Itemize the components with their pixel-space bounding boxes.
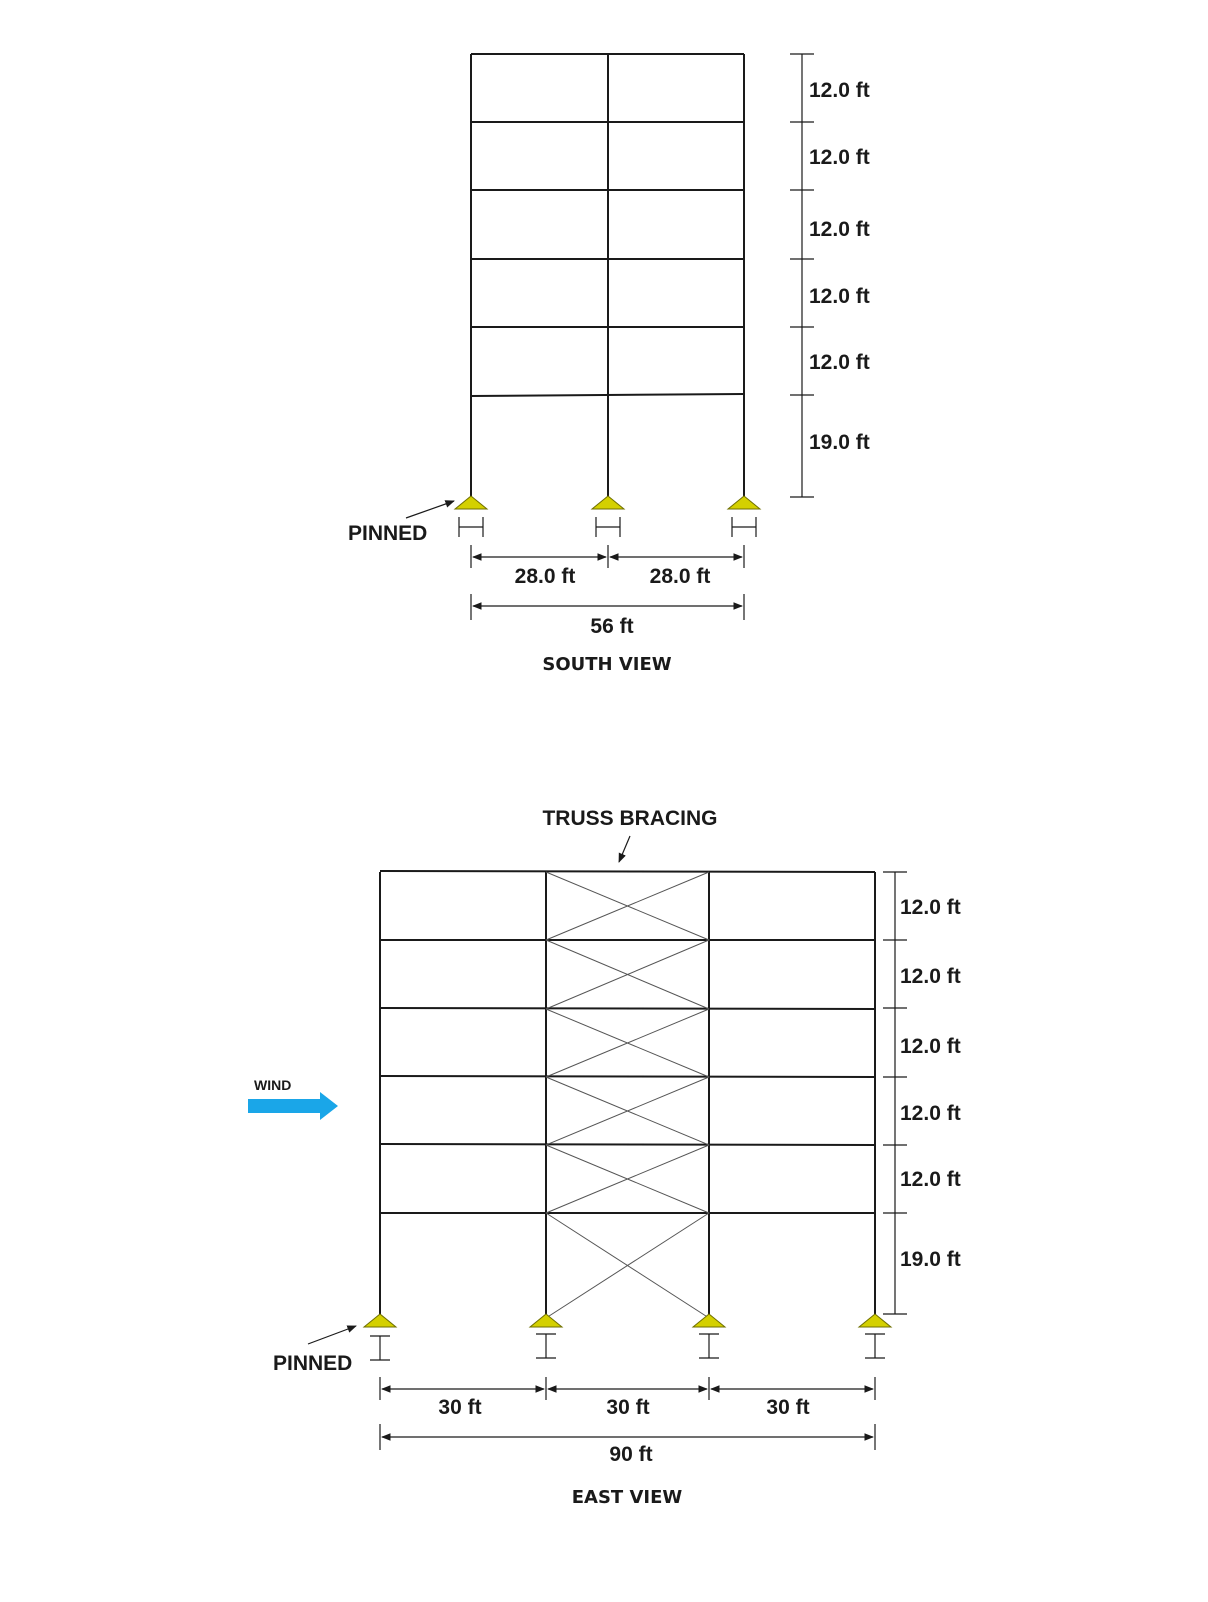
story-height-label: 19.0 ft [900, 1248, 961, 1271]
story-height-label: 12.0 ft [900, 896, 961, 919]
wind-arrow-icon [248, 1092, 338, 1120]
south-view [348, 54, 870, 675]
wide-flange-section-icon [459, 517, 483, 537]
south-supports [455, 496, 760, 509]
east-view-caption: EAST VIEW [571, 1487, 683, 1508]
east-pinned-label: PINNED [273, 1352, 353, 1375]
truss-bracing-pointer [619, 836, 630, 862]
east-story-dimensions [883, 872, 961, 1314]
story-height-label: 12.0 ft [900, 1035, 961, 1058]
east-floor-beam [380, 1144, 875, 1145]
east-supports [364, 1314, 891, 1327]
south-floor-beam [471, 394, 744, 396]
pinned-support-icon [693, 1314, 725, 1327]
pinned-support-icon [859, 1314, 891, 1327]
i-section-icon [865, 1334, 885, 1358]
pinned-support-icon [592, 496, 624, 509]
story-height-label: 12.0 ft [809, 218, 870, 241]
bay-width-label: 30 ft [766, 1396, 810, 1419]
east-frame [380, 871, 875, 1318]
wide-flange-section-icon [732, 517, 756, 537]
east-bay-dimensions [380, 1377, 875, 1466]
truss-bracing-label: TRUSS BRACING [542, 807, 718, 830]
i-section-icon [699, 1334, 719, 1358]
i-section-icon [536, 1334, 556, 1358]
bay-width-label: 28.0 ft [649, 565, 711, 588]
south-pinned-pointer [406, 501, 454, 518]
pinned-support-icon [728, 496, 760, 509]
east-roof-beam [380, 871, 875, 872]
story-height-label: 12.0 ft [900, 1168, 961, 1191]
story-height-label: 12.0 ft [900, 965, 961, 988]
story-height-label: 12.0 ft [809, 79, 870, 102]
wind-label: WIND [254, 1077, 292, 1093]
bay-width-label: 28.0 ft [514, 565, 576, 588]
total-width-label: 90 ft [609, 1443, 653, 1466]
south-column-sections [459, 517, 756, 537]
bay-width-label: 30 ft [606, 1396, 650, 1419]
total-width-label: 56 ft [590, 615, 634, 638]
east-pinned-pointer [308, 1326, 356, 1344]
pinned-support-icon [530, 1314, 562, 1327]
i-section-icon [370, 1336, 390, 1360]
east-column-sections [370, 1334, 885, 1360]
south-frame [471, 54, 744, 500]
wide-flange-section-icon [596, 517, 620, 537]
story-height-label: 12.0 ft [809, 285, 870, 308]
south-story-dimensions [790, 54, 870, 497]
south-view-caption: SOUTH VIEW [542, 654, 672, 675]
east-floor-beam [380, 1008, 875, 1009]
east-floor-beam [380, 1076, 875, 1077]
story-height-label: 19.0 ft [809, 431, 870, 454]
south-pinned-label: PINNED [348, 522, 428, 545]
bay-width-label: 30 ft [438, 1396, 482, 1419]
story-height-label: 12.0 ft [809, 146, 870, 169]
pinned-support-icon [364, 1314, 396, 1327]
story-height-label: 12.0 ft [900, 1102, 961, 1125]
story-height-label: 12.0 ft [809, 351, 870, 374]
pinned-support-icon [455, 496, 487, 509]
east-view [248, 807, 961, 1508]
south-bay-dimensions [471, 545, 744, 638]
truss-bracing [546, 872, 709, 1318]
